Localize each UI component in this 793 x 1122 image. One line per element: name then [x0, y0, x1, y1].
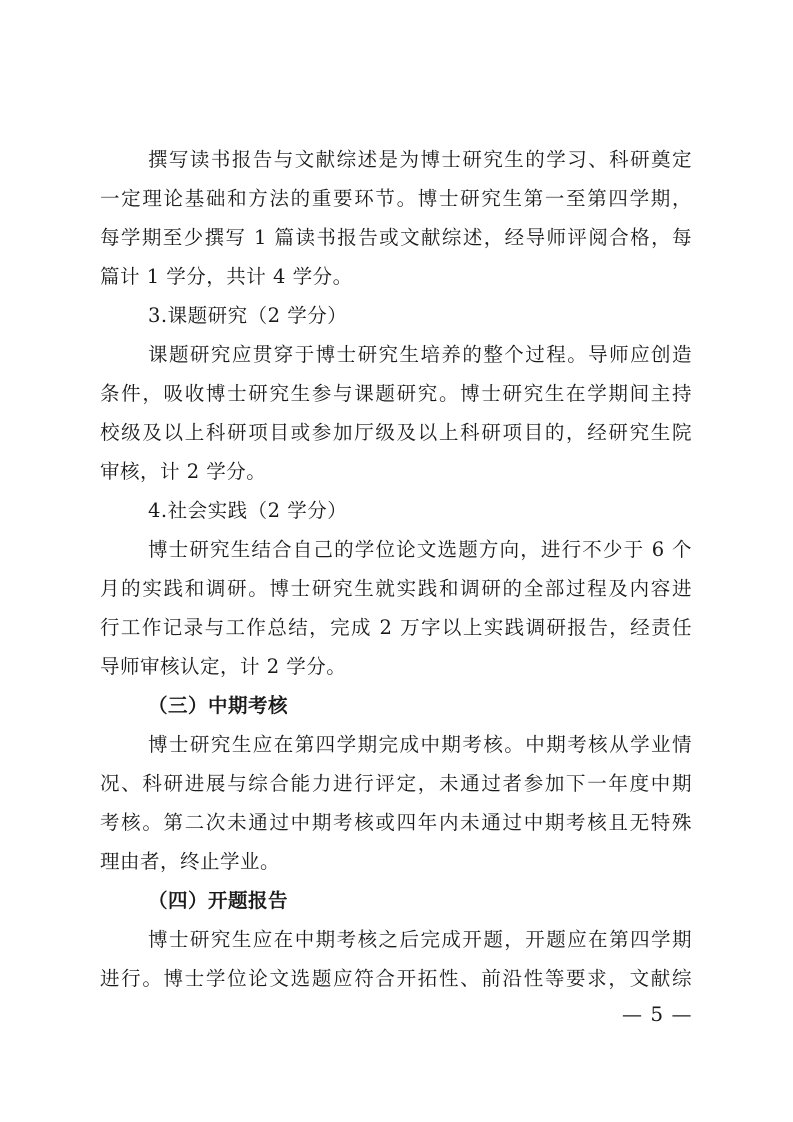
paragraph-3-line-3: 行工作记录与工作总结，完成 2 万字以上实践调研报告，经责任 [100, 616, 692, 639]
paragraph-2-line-4: 审核，计 2 学分。 [100, 460, 267, 483]
document-body [100, 140, 692, 998]
paragraph-1-line-1: 撰写读书报告与文献综述是为博士研究生的学习、科研奠定 [148, 148, 692, 171]
paragraph-4-line-3: 考核。第二次未通过中期考核或四年内未通过中期考核且无特殊 [100, 811, 692, 834]
section-3-heading: （三）中期考核 [148, 694, 289, 717]
paragraph-3-line-2: 月的实践和调研。博士研究生就实践和调研的全部过程及内容进 [100, 577, 692, 600]
paragraph-1-line-3: 每学期至少撰写 1 篇读书报告或文献综述，经导师评阅合格，每 [100, 226, 692, 249]
paragraph-5-line-1: 博士研究生应在中期考核之后完成开题，开题应在第四学期 [148, 928, 692, 951]
section-4-heading: （四）开题报告 [148, 889, 289, 912]
paragraph-3-line-1: 博士研究生结合自己的学位论文选题方向，进行不少于 6 个 [148, 538, 692, 561]
paragraph-1-line-4: 篇计 1 学分，共计 4 学分。 [100, 265, 353, 288]
paragraph-3-line-4: 导师审核认定，计 2 学分。 [100, 655, 347, 678]
paragraph-4-line-2: 况、科研进展与综合能力进行评定，未通过者参加下一年度中期 [100, 772, 692, 795]
paragraph-2-line-3: 校级及以上科研项目或参加厅级及以上科研项目的，经研究生院 [100, 421, 692, 444]
heading-4: 4.社会实践（2 学分） [148, 499, 348, 522]
paragraph-5-line-2: 进行。博士学位论文选题应符合开拓性、前沿性等要求，文献综 [100, 967, 692, 990]
paragraph-2-line-1: 课题研究应贯穿于博士研究生培养的整个过程。导师应创造 [148, 343, 692, 366]
paragraph-4-line-1: 博士研究生应在第四学期完成中期考核。中期考核从学业情 [148, 733, 692, 756]
heading-3: 3.课题研究（2 学分） [148, 304, 348, 327]
paragraph-1-line-2: 一定理论基础和方法的重要环节。博士研究生第一至第四学期， [100, 187, 692, 210]
paragraph-4-line-4: 理由者，终止学业。 [100, 850, 281, 873]
page-number: — 5 — [622, 1002, 693, 1026]
paragraph-2-line-2: 条件，吸收博士研究生参与课题研究。博士研究生在学期间主持 [100, 382, 692, 405]
